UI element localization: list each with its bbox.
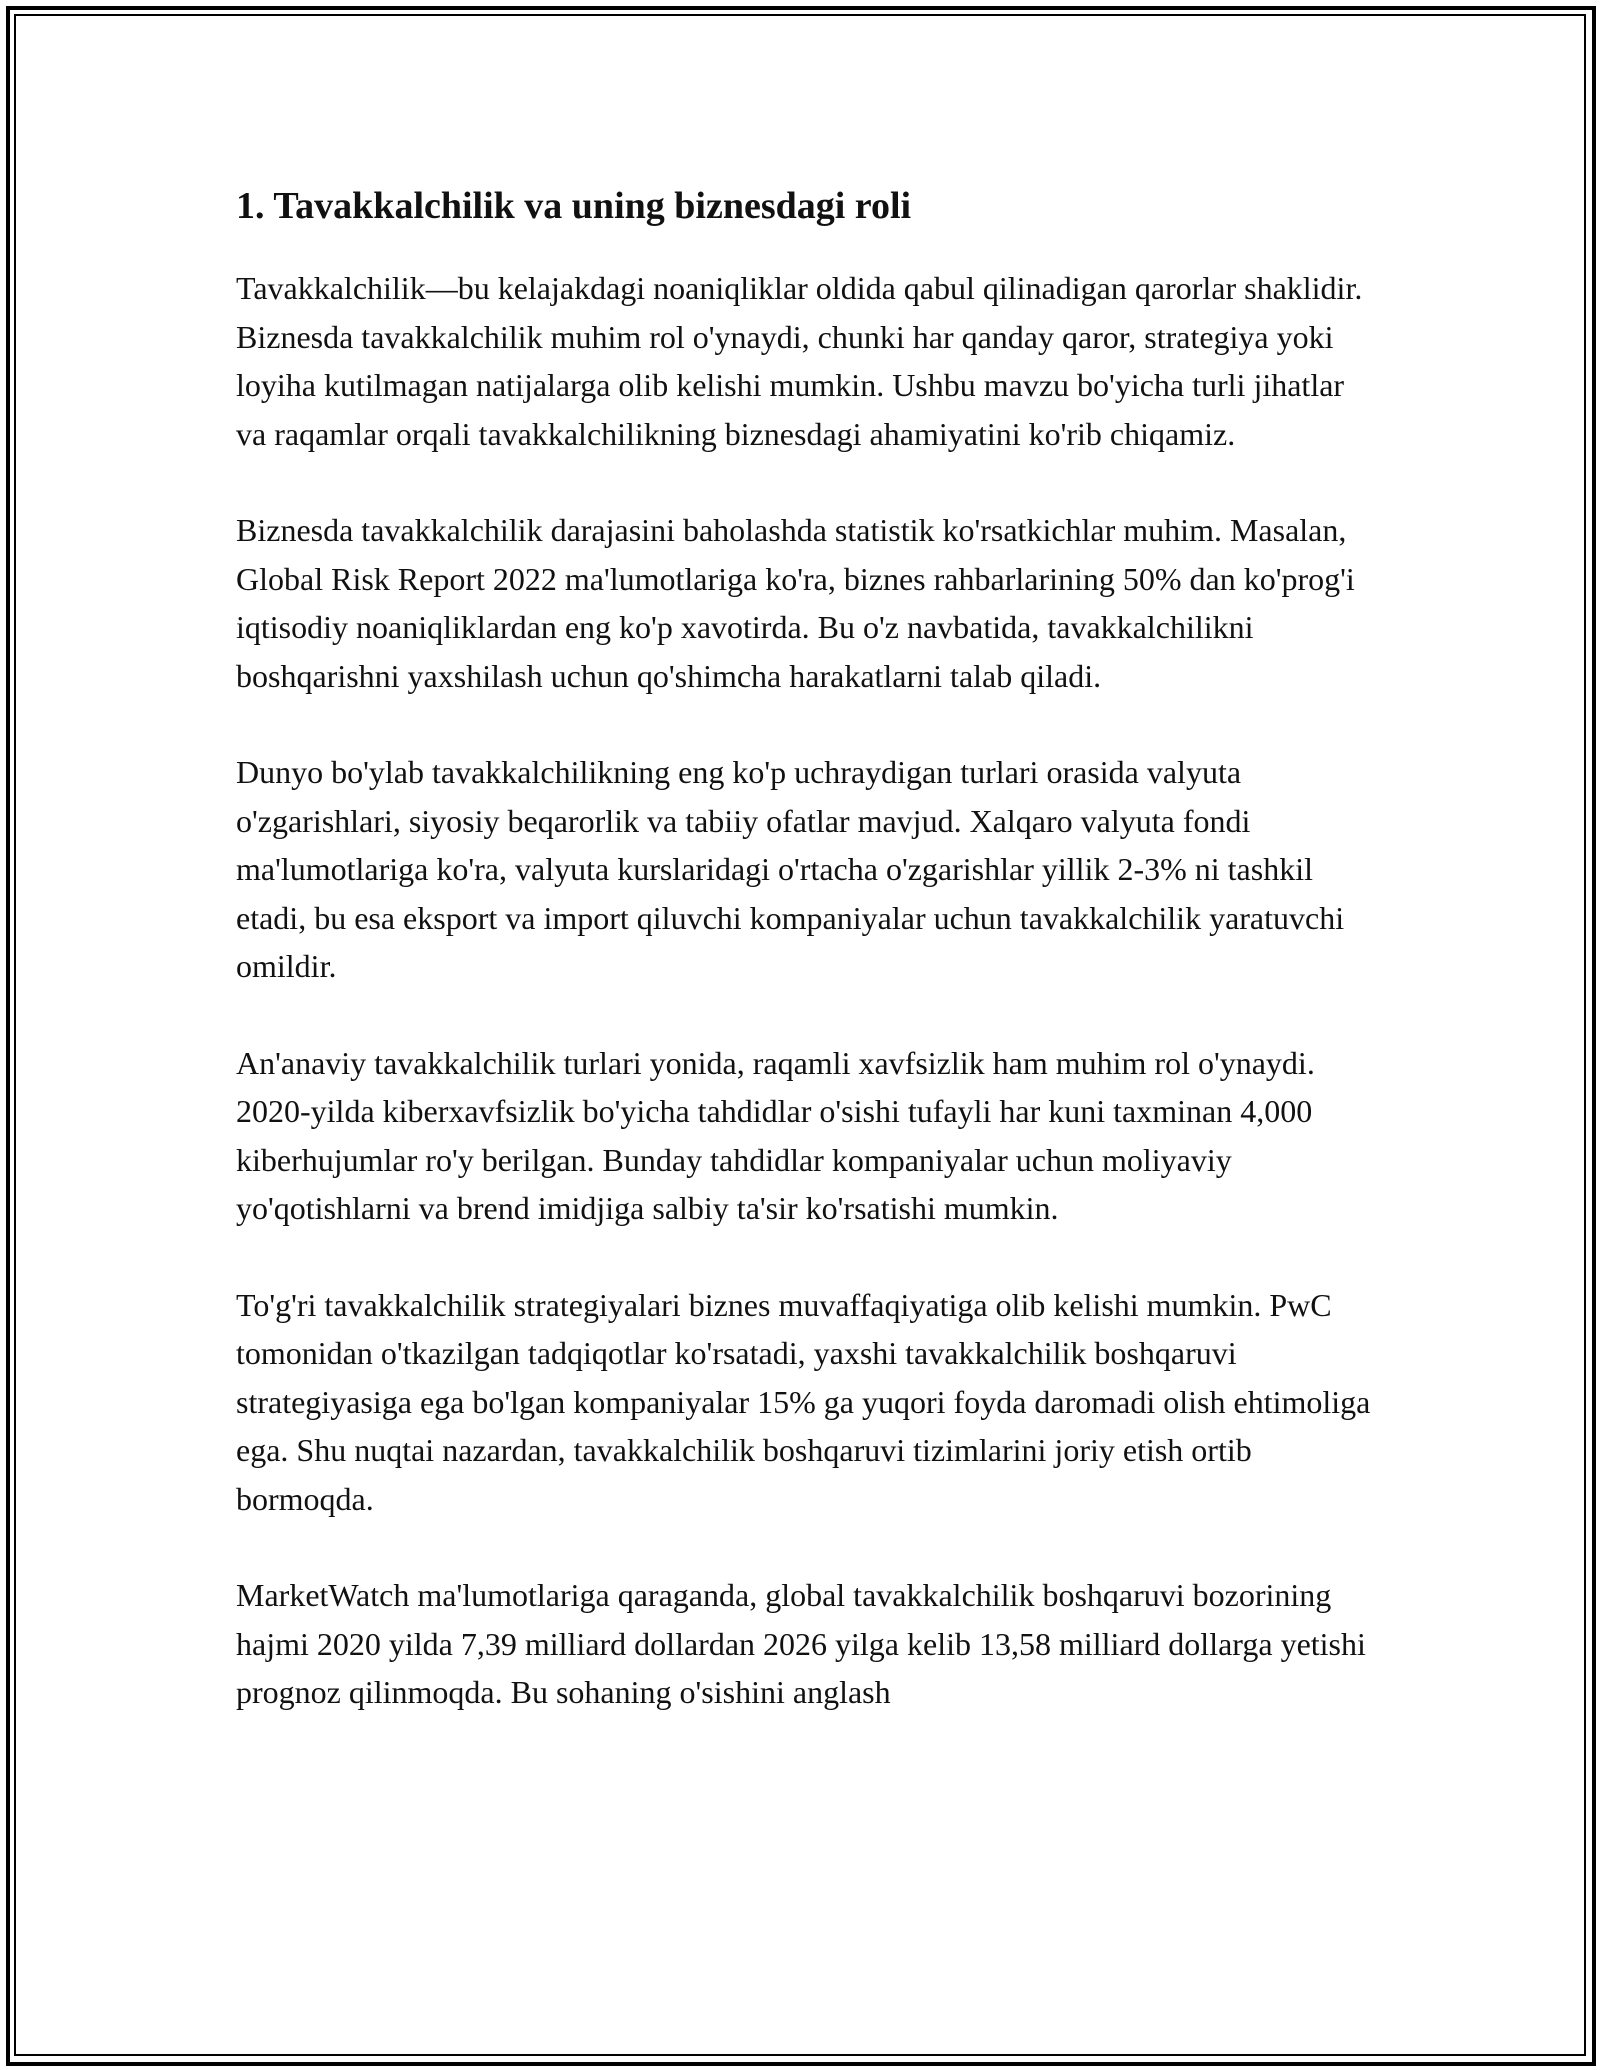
paragraph-risk-strategies: To'g'ri tavakkalchilik strategiyalari biznes muvaffaqiyatiga olib kelishi mumkin. PwC tomonidan o'tkazilgan tadqiqotlar ko'rsatadi, yaxshi tavakkalchilik boshqaruvi strategiyasiga ega bo'lgan kompaniyalar 15% ga yuqori foyda daromadi olish ehtimoliga ega. Shu nuqtai nazardan, tavakkalchilik boshqaruvi tizimlarini joriy etish ortib bormoqda. bbox=[236, 1286, 1371, 1517]
document-page bbox=[236, 180, 1381, 1765]
paragraph-statistics: Biznesda tavakkalchilik darajasini baholashda statistik ko'rsatkichlar muhim. Masalan, Global Risk Report 2022 ma'lumotlariga ko'ra, biznes rahbarlarining 50% dan ko'prog'i iqtisodiy noaniqliklardan eng ko'p xavotirda. Bu o'z navbatida, tavakkalchilikni boshqarishni yaxshilash uchun qo'shimcha harakatlarni talab qiladi. bbox=[236, 512, 1355, 694]
paragraph-risk-types: Dunyo bo'ylab tavakkalchilikning eng ko'p uchraydigan turlari orasida valyuta o'zgarishlari, siyosiy beqarorlik va tabiiy ofatlar mavjud. Xalqaro valyuta fondi ma'lumotlariga ko'ra, valyuta kurslaridagi o'rtacha o'zgarishlar yillik 2-3% ni tashkil etadi, bu esa eksport va import qiluvchi kompaniyalar uchun tavakkalchilik yaratuvchi omildir. bbox=[236, 754, 1345, 984]
section-heading: 1. Tavakkalchilik va uning biznesdagi roli bbox=[236, 185, 912, 227]
paragraph-digital-security: An'anaviy tavakkalchilik turlari yonida, raqamli xavfsizlik ham muhim rol o'ynaydi. 2020-yilda kiberxavfsizlik bo'yicha tahdidlar o'sishi tufayli har kuni taxminan 4,000 kiberhujumlar ro'y berilgan. Bunday tahdidlar kompaniyalar uchun moliyaviy yo'qotishlarni va brend imidjiga salbiy ta'sir ko'rsatishi mumkin. bbox=[236, 1044, 1315, 1226]
paragraph-market-size: MarketWatch ma'lumotlariga qaraganda, global tavakkalchilik boshqaruvi bozorining hajmi 2020 yilda 7,39 milliard dollardan 2026 yilga kelib 13,58 milliard dollarga yetishi prognoz qilinmoqda. Bu sohaning o'sishini anglash bbox=[236, 1577, 1366, 1710]
paragraph-intro: Tavakkalchilik—bu kelajakdagi noaniqliklar oldida qabul qilinadigan qarorlar shaklidir. Biznesda tavakkalchilik muhim rol o'ynaydi, chunki har qanday qaror, strategiya yoki loyiha kutilmagan natijalarga olib kelishi mumkin. Ushbu mavzu bo'yicha turli jihatlar va raqamlar orqali tavakkalchilikning biznesdagi ahamiyatini ko'rib chiqamiz. bbox=[236, 270, 1363, 452]
